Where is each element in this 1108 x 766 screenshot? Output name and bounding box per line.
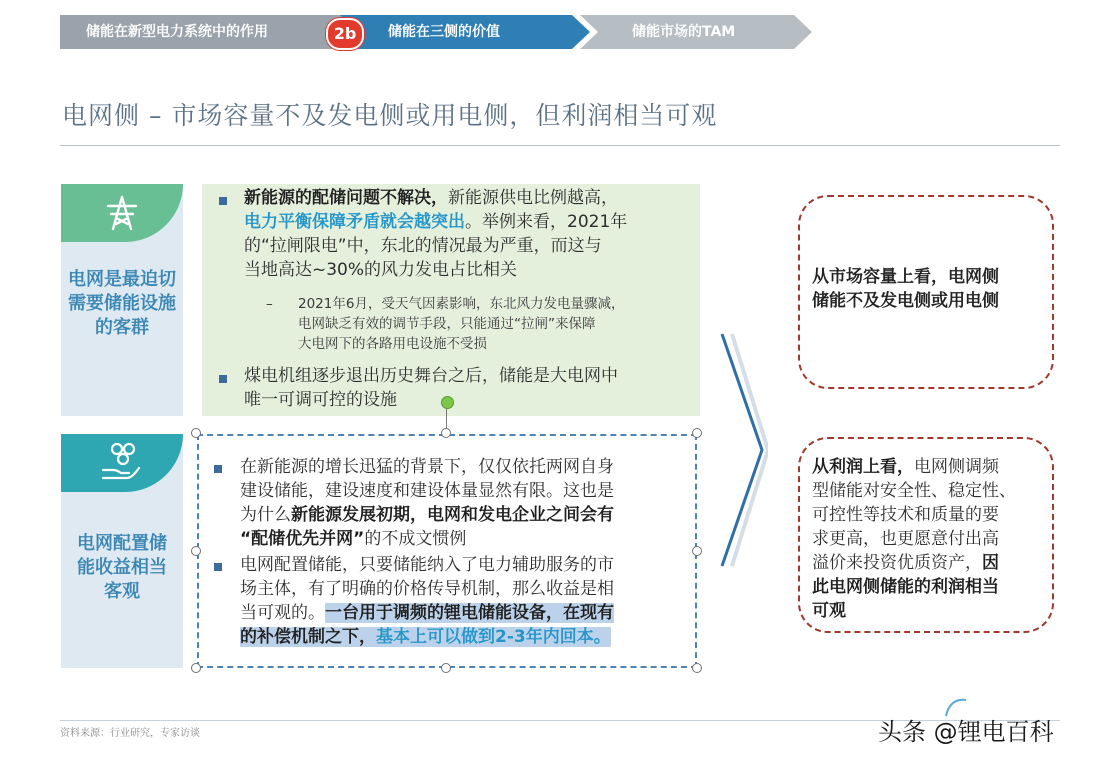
box2-bullet1-line1: 在新能源的增长迅猛的背景下，仅仅依托两网自身 bbox=[240, 457, 614, 477]
left-label-1-line-2: 需要储能设施 bbox=[68, 293, 176, 314]
breadcrumb-step-3[interactable] bbox=[580, 15, 812, 49]
card-header bbox=[61, 184, 183, 242]
left-label-card-2 bbox=[61, 434, 183, 668]
box1-bullet1-line4: 当地高达~30%的风力发电占比相关 bbox=[244, 260, 518, 280]
resize-handle-left[interactable] bbox=[191, 546, 201, 556]
callout2-line5: 溢价来投资优质资产，因 bbox=[812, 553, 999, 573]
left-label-1-line-3: 的客群 bbox=[95, 317, 149, 338]
breadcrumb-step-1[interactable] bbox=[60, 15, 360, 49]
resize-handle-top[interactable] bbox=[441, 428, 451, 438]
box1-sub-line1: 2021年6月，受天气因素影响，东北风力发电量骤减， bbox=[298, 296, 625, 312]
sub-bullet-dash: – bbox=[266, 296, 273, 312]
resize-handle-top-right[interactable] bbox=[692, 428, 702, 438]
box2-bullet2-line1: 电网配置储能，只要储能纳入了电力辅助服务的市 bbox=[240, 555, 614, 575]
callout2-line2: 型储能对安全性、稳定性、 bbox=[812, 481, 1016, 501]
box1-sub-line2: 电网缺乏有效的调节手段，只能通过“拉闸”来保障 bbox=[298, 316, 596, 332]
title-divider bbox=[60, 145, 1060, 146]
resize-handle-right[interactable] bbox=[692, 546, 702, 556]
box2-bullet2-line2: 场主体，有了明确的价格传导机制，那么收益是相 bbox=[240, 579, 614, 599]
bullet-square bbox=[219, 375, 227, 383]
chevron-right-icon bbox=[718, 330, 768, 570]
box1-bullet1-line1: 新能源的配储问题不解决，新能源供电比例越高， bbox=[244, 188, 618, 208]
box2-bullet1-line4: “配储优先并网”的不成文惯例 bbox=[240, 529, 467, 549]
callout2-line3: 可控性等技术和质量的要 bbox=[812, 505, 999, 525]
resize-handle-bottom-right[interactable] bbox=[692, 663, 702, 673]
left-label-1-line-1: 电网是最迫切 bbox=[68, 269, 176, 290]
left-label-2-line-3: 客观 bbox=[104, 581, 140, 602]
footer-source: 资料来源：行业研究，专家访谈 bbox=[60, 728, 200, 739]
callout-market-capacity bbox=[798, 195, 1054, 389]
resize-handle-bottom[interactable] bbox=[441, 663, 451, 673]
box2-bullet1-line3: 为什么新能源发展初期，电网和发电企业之间会有 bbox=[240, 505, 614, 525]
left-label-card-1 bbox=[61, 184, 183, 416]
rotate-handle[interactable] bbox=[441, 396, 454, 409]
box2-bullet2-line3: 当可观的。一台用于调频的锂电储能设备，在现有 bbox=[240, 603, 614, 623]
card-header bbox=[61, 434, 183, 492]
watermark: 头条 @锂电百科 bbox=[878, 718, 1054, 746]
callout2-line1: 从利润上看，电网侧调频 bbox=[812, 457, 999, 477]
box1-bullet1-line3: 的“拉闸限电”中，东北的情况最为严重，而这与 bbox=[244, 236, 602, 256]
callout2-line7: 可观 bbox=[812, 601, 846, 621]
breadcrumb-step-3-label: 储能市场的TAM bbox=[632, 24, 736, 40]
box1-bullet2-line1: 煤电机组逐步退出历史舞台之后，储能是大电网中 bbox=[244, 366, 618, 386]
breadcrumb-step-2[interactable] bbox=[340, 15, 590, 49]
bullet-square bbox=[214, 563, 222, 571]
callout-profit bbox=[798, 437, 1054, 633]
left-label-2-line-1: 电网配置储 bbox=[77, 533, 167, 554]
breadcrumb-step-2-label: 储能在三侧的价值 bbox=[388, 24, 500, 40]
resize-handle-bottom-left[interactable] bbox=[191, 663, 201, 673]
hand-coins-icon bbox=[99, 440, 143, 484]
page-title: 电网侧 – 市场容量不及发电侧或用电侧，但利润相当可观 bbox=[62, 101, 718, 130]
resize-handle-top-left[interactable] bbox=[191, 428, 201, 438]
box2-bullet2-line4: 的补偿机制之下，基本上可以做到2-3年内回本。 bbox=[240, 627, 611, 647]
breadcrumb-step-1-label: 储能在新型电力系统中的作用 bbox=[86, 24, 268, 40]
callout2-line6: 此电网侧储能的利润相当 bbox=[812, 577, 999, 597]
box1-bullet2-line2: 唯一可调可控的设施 bbox=[244, 390, 397, 410]
bullet-square bbox=[219, 197, 227, 205]
box1-bullet1-line2: 电力平衡保障矛盾就会越突出。举例来看，2021年 bbox=[244, 212, 628, 232]
left-label-2-line-2: 能收益相当 bbox=[77, 557, 167, 578]
callout1-line1: 从市场容量上看，电网侧 bbox=[812, 267, 999, 287]
box1-sub-line3: 大电网下的各路用电设施不受损 bbox=[298, 336, 487, 352]
step-badge: 2b bbox=[326, 18, 364, 50]
callout2-line4: 求更高，也更愿意付出高 bbox=[812, 529, 999, 549]
box2-bullet1-line2: 建设储能，建设速度和建设体量显然有限。这也是 bbox=[240, 481, 614, 501]
bullet-square bbox=[214, 465, 222, 473]
power-tower-icon bbox=[103, 194, 141, 232]
callout1-line2: 储能不及发电侧或用电侧 bbox=[812, 291, 999, 311]
